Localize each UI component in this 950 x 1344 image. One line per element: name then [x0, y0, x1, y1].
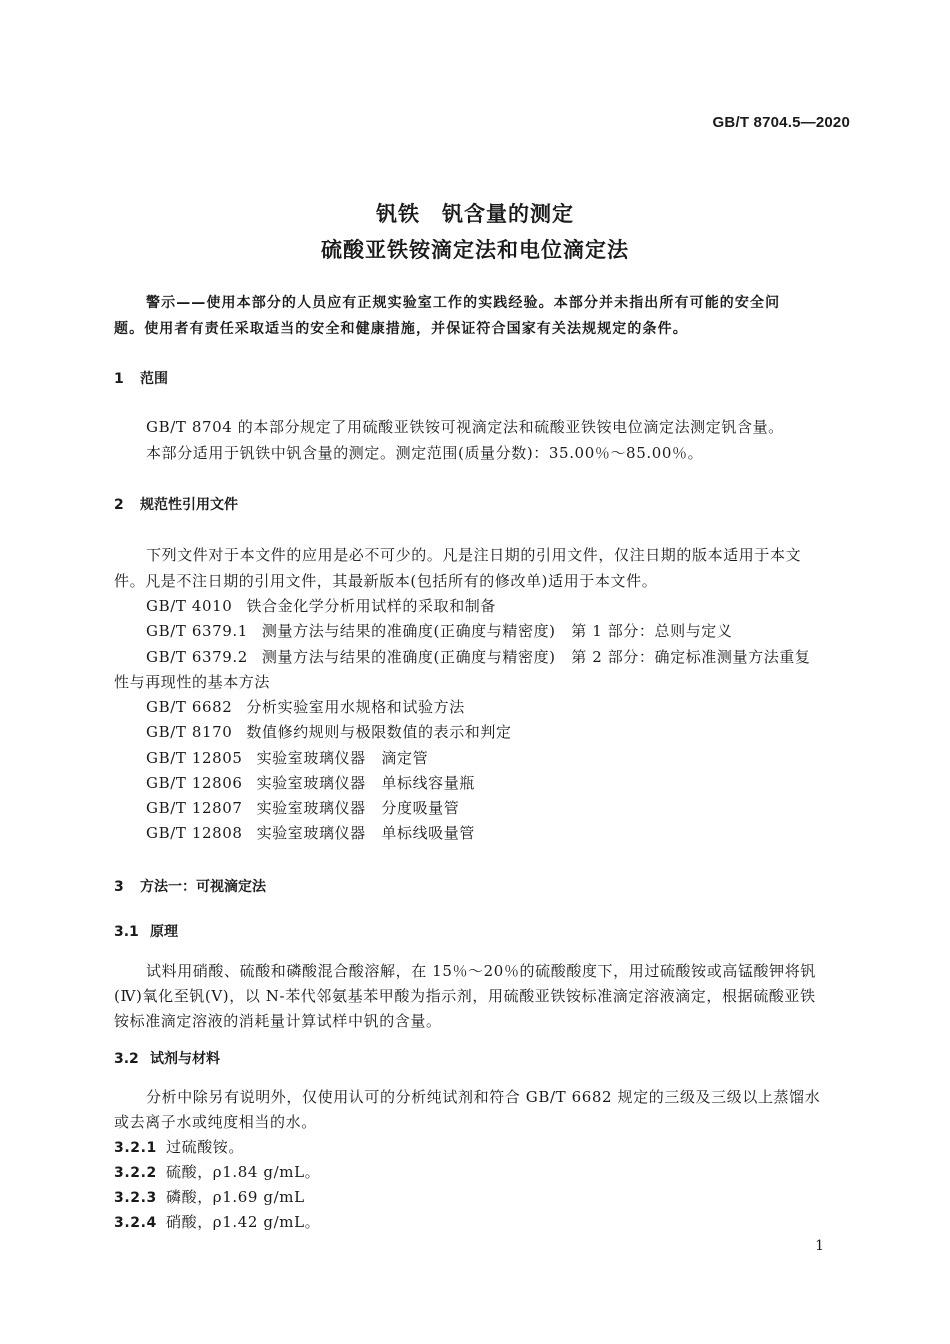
- reagent-item: [114, 1161, 320, 1182]
- normative-reference: [146, 595, 496, 616]
- normative-reference: [146, 747, 428, 768]
- normative-reference: [146, 696, 465, 717]
- reagent-text: 磷酸，ρ1.69 g/mL: [166, 1188, 305, 1206]
- section-title: 规范性引用文件: [140, 497, 238, 513]
- subsection-3-1-heading: [114, 921, 178, 941]
- normative-reference: [146, 772, 475, 793]
- reference-code: GB/T 6379.2: [146, 648, 248, 666]
- normative-reference: [146, 620, 733, 641]
- section-1-paragraph-2: 本部分适用于钒铁中钒含量的测定。测定范围(质量分数)：35.00％～85.00％。: [146, 444, 704, 462]
- reference-title: 实验室玻璃仪器 滴定管: [256, 749, 429, 767]
- reference-title: 数值修约规则与极限数值的表示和判定: [246, 723, 512, 741]
- principle-line-1: 试料用硝酸、硫酸和磷酸混合酸溶解，在 15％～20％的硫酸酸度下，用过硫酸铵或高锰酸钾将钒: [146, 962, 816, 980]
- normative-reference: [146, 822, 475, 843]
- document-number: GB/T 8704.5—2020: [712, 114, 850, 131]
- section-2-intro-line-2: 件。凡是不注日期的引用文件，其最新版本(包括所有的修改单)适用于本文件。: [114, 572, 658, 590]
- title-line-1: 钒铁 钒含量的测定: [376, 202, 574, 226]
- section-2-heading: [114, 494, 238, 514]
- normative-reference: [146, 721, 512, 742]
- reference-code: GB/T 12807: [146, 799, 243, 817]
- reagent-item: [114, 1136, 244, 1157]
- reagent-number: 3.2.1: [114, 1140, 157, 1156]
- reagent-text: 硫酸，ρ1.84 g/mL。: [166, 1163, 321, 1181]
- reagent-number: 3.2.2: [114, 1165, 157, 1181]
- reagent-text: 硝酸，ρ1.42 g/mL。: [166, 1213, 321, 1231]
- normative-reference: [146, 646, 811, 667]
- reference-title: 测量方法与结果的准确度(正确度与精密度) 第 1 部分：总则与定义: [261, 622, 733, 640]
- reagent-item: [114, 1211, 320, 1232]
- reagent-text: 过硫酸铵。: [166, 1138, 245, 1156]
- reference-code: GB/T 12808: [146, 824, 243, 842]
- page-number: 1: [815, 1238, 824, 1254]
- reference-title: 分析实验室用水规格和试验方法: [246, 698, 465, 716]
- section-number: 3: [114, 879, 124, 895]
- section-number: 1: [114, 371, 124, 387]
- normative-reference: [146, 797, 459, 818]
- section-title: 方法一：可视滴定法: [140, 879, 266, 895]
- reagent-number: 3.2.3: [114, 1190, 157, 1206]
- reference-title: 实验室玻璃仪器 单标线吸量管: [256, 824, 475, 842]
- warning-line-2: 题。使用者有责任采取适当的安全和健康措施，并保证符合国家有关法规规定的条件。: [114, 321, 688, 337]
- subsection-3-2-heading: [114, 1048, 220, 1068]
- section-number: 2: [114, 497, 124, 513]
- reference-code: GB/T 12806: [146, 774, 243, 792]
- section-1-heading: [114, 368, 168, 388]
- warning-line-1: 警示——使用本部分的人员应有正规实验室工作的实践经验。本部分并未指出所有可能的安全问: [146, 295, 781, 311]
- reference-continuation: 性与再现性的基本方法: [114, 673, 271, 691]
- reference-title: 实验室玻璃仪器 单标线容量瓶: [256, 774, 475, 792]
- reagent-number: 3.2.4: [114, 1215, 157, 1231]
- principle-line-2: (Ⅳ)氧化至钒(Ⅴ)，以 N-苯代邻氨基苯甲酸为指示剂，用硫酸亚铁铵标准滴定溶液滴定，根据硫酸亚铁: [114, 987, 816, 1005]
- subsection-title: 试剂与材料: [150, 1051, 220, 1067]
- reference-code: GB/T 6379.1: [146, 622, 248, 640]
- reference-title: 实验室玻璃仪器 分度吸量管: [256, 799, 460, 817]
- reference-code: GB/T 6682: [146, 698, 233, 716]
- reagents-intro-line-1: 分析中除另有说明外，仅使用认可的分析纯试剂和符合 GB/T 6682 规定的三级及三级以上蒸馏水: [146, 1088, 821, 1106]
- title-line-2: 硫酸亚铁铵滴定法和电位滴定法: [321, 238, 629, 262]
- subsection-title: 原理: [150, 924, 178, 940]
- reference-code: GB/T 8170: [146, 723, 233, 741]
- reference-title: 铁合金化学分析用试样的采取和制备: [246, 597, 497, 615]
- principle-line-3: 铵标准滴定溶液的消耗量计算试样中钒的含量。: [114, 1012, 442, 1030]
- reagent-item: [114, 1186, 305, 1207]
- reagents-intro-line-2: 或去离子水或纯度相当的水。: [114, 1113, 317, 1131]
- section-title: 范围: [140, 371, 168, 387]
- section-3-heading: [114, 876, 266, 896]
- reference-title: 测量方法与结果的准确度(正确度与精密度) 第 2 部分：确定标准测量方法重复: [261, 648, 811, 666]
- reference-code: GB/T 4010: [146, 597, 233, 615]
- section-2-intro-line-1: 下列文件对于本文件的应用是必不可少的。凡是注日期的引用文件，仅注日期的版本适用于本文: [146, 546, 802, 564]
- subsection-number: 3.2: [114, 1051, 139, 1067]
- subsection-number: 3.1: [114, 924, 139, 940]
- section-1-paragraph-1: GB/T 8704 的本部分规定了用硫酸亚铁铵可视滴定法和硫酸亚铁铵电位滴定法测定钒含量。: [146, 418, 784, 436]
- reference-code: GB/T 12805: [146, 749, 243, 767]
